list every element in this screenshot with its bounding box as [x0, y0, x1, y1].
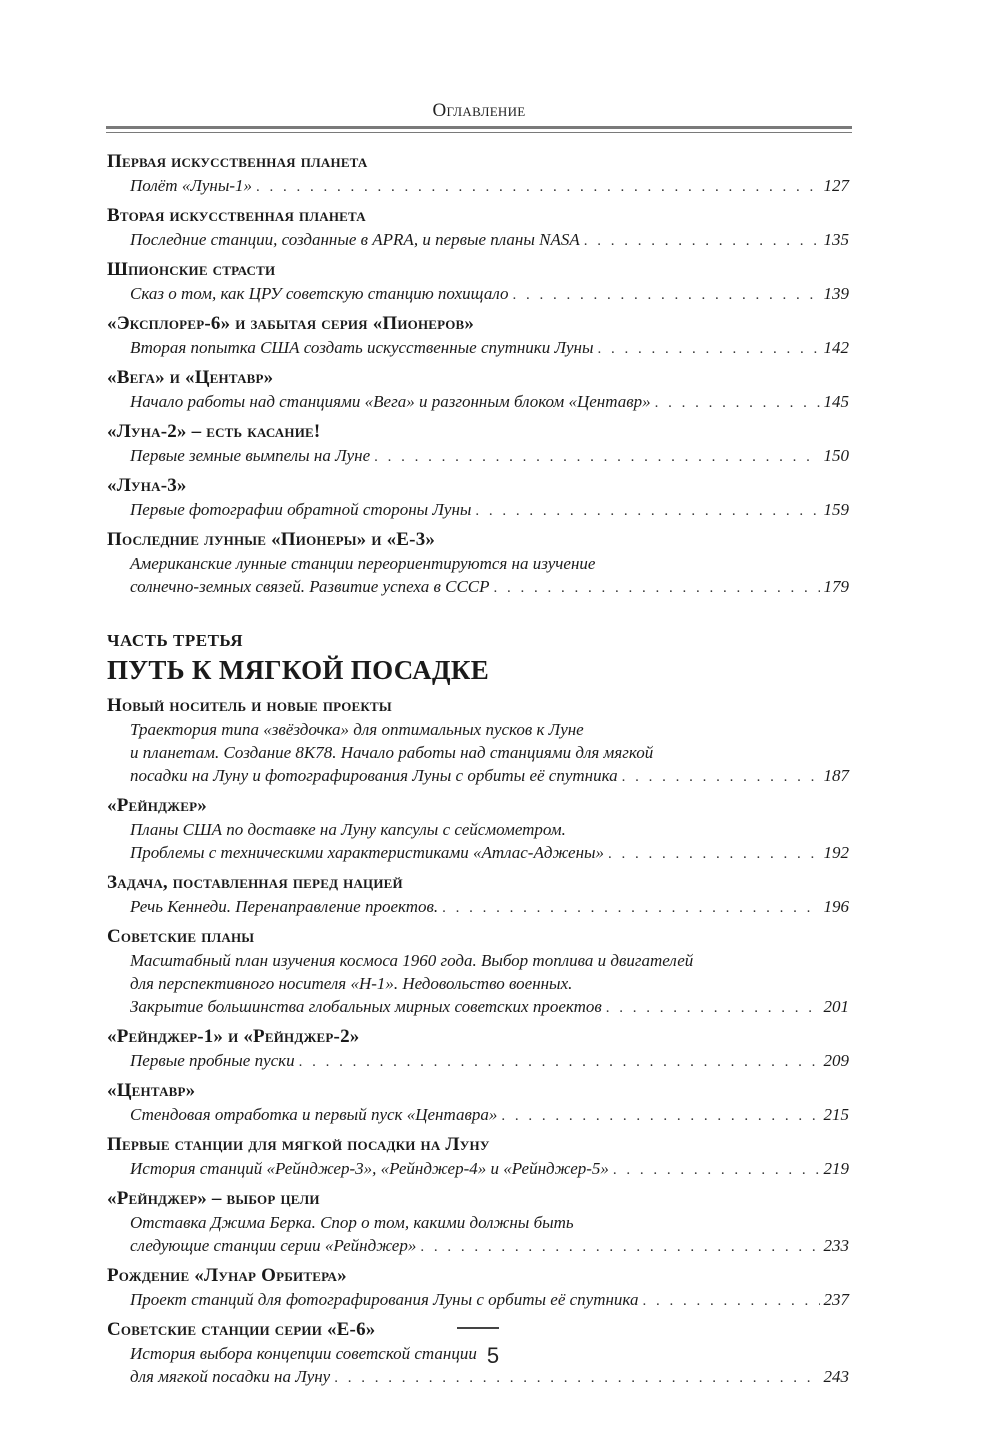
description-line: Отставка Джима Берка. Спор о том, какими должны быть: [130, 1213, 574, 1232]
description-text: История станций «Рейнджер-3», «Рейнджер-4» и «Рейнджер-5»: [130, 1159, 609, 1178]
description-text: солнечно-земных связей. Развитие успеха в СССР: [130, 577, 490, 596]
description-text: Вторая попытка США создать искусственные спутники Луны: [130, 338, 594, 357]
chapter-title: Задача, поставленная перед нацией: [107, 872, 403, 893]
chapter-description: [130, 1288, 849, 1313]
page-number: 5: [486, 1343, 500, 1368]
header-rule: [106, 126, 852, 133]
dot-leader: [256, 176, 819, 199]
chapter-description: [130, 336, 849, 361]
toc-entry[interactable]: [107, 366, 849, 415]
chapter-title: Первая искусственная планета: [107, 151, 368, 172]
description-text: Проект станций для фотографирования Луны с орбиты её спутника: [130, 1290, 639, 1309]
description-last-line: [130, 995, 849, 1020]
toc-entry[interactable]: [107, 925, 849, 1020]
description-last-line: [130, 1049, 849, 1074]
description-last-line: [130, 174, 849, 199]
description-line: Планы США по доставке на Луну капсулы с сейсмометром.: [130, 820, 566, 839]
page-reference[interactable]: 233: [823, 1236, 849, 1255]
chapter-title: Советские станции серии «Е-6»: [107, 1319, 376, 1340]
running-header: Оглавление: [432, 100, 526, 121]
chapter-title: Новый носитель и новые проекты: [107, 695, 392, 716]
chapter-description: [130, 1157, 849, 1182]
page-reference[interactable]: 145: [823, 392, 849, 411]
toc-entry[interactable]: [107, 204, 849, 253]
page-reference[interactable]: 127: [823, 176, 849, 195]
description-text: Первые фотографии обратной стороны Луны: [130, 500, 472, 519]
chapter-title: «Рейнджер»: [107, 795, 207, 816]
chapter-description: [130, 949, 849, 1020]
dot-leader: [622, 766, 820, 789]
chapter-title: «Рейнджер» – выбор цели: [107, 1188, 320, 1209]
dot-leader: [642, 1290, 819, 1313]
dot-leader: [501, 1105, 819, 1128]
part-title: ПУТЬ К МЯГКОЙ ПОСАДКЕ: [107, 655, 490, 685]
dot-leader: [475, 500, 819, 523]
dot-leader: [420, 1236, 819, 1259]
dot-leader: [374, 446, 819, 469]
part-label: ЧАСТЬ ТРЕТЬЯ: [107, 631, 244, 650]
dot-leader: [513, 284, 820, 307]
page-reference[interactable]: 179: [823, 577, 849, 596]
page-reference[interactable]: 219: [823, 1159, 849, 1178]
chapter-title: «Луна-3»: [107, 475, 187, 496]
chapter-title: «Вега» и «Центавр»: [107, 367, 274, 388]
dot-leader: [584, 230, 820, 253]
description-last-line: [130, 282, 849, 307]
description-text: посадки на Луну и фотографирования Луны с орбиты её спутника: [130, 766, 618, 785]
toc-entry[interactable]: [107, 794, 849, 866]
description-last-line: [130, 1234, 849, 1259]
description-text: Проблемы с техническими характеристиками «Атлас-Аджены»: [130, 843, 605, 862]
dot-leader: [334, 1367, 819, 1390]
description-line: и планетам. Создание 8К78. Начало работы над станциями для мягкой: [130, 743, 654, 762]
footer-rule: [457, 1327, 499, 1329]
description-last-line: [130, 1288, 849, 1313]
chapter-title: «Луна-2» – есть касание!: [107, 421, 321, 442]
dot-leader: [608, 843, 819, 866]
description-last-line: [130, 1103, 849, 1128]
toc-entry[interactable]: [107, 150, 849, 199]
description-line: История выбора концепции советской станции: [130, 1344, 477, 1363]
toc-entry[interactable]: [107, 1187, 849, 1259]
page-reference[interactable]: 139: [823, 284, 849, 303]
chapter-description: [130, 498, 849, 523]
description-line: для перспективного носителя «Н-1». Недовольство военных.: [130, 974, 573, 993]
description-text: Речь Кеннеди. Перенаправление проектов.: [130, 897, 439, 916]
description-last-line: [130, 390, 849, 415]
chapter-description: [130, 228, 849, 253]
description-text: Начало работы над станциями «Вега» и разгонным блоком «Центавр»: [130, 392, 651, 411]
chapter-title: Шпионские страсти: [107, 259, 276, 280]
description-last-line: [130, 1157, 849, 1182]
chapter-description: [130, 390, 849, 415]
toc-entry[interactable]: [107, 474, 849, 523]
page-reference[interactable]: 135: [823, 230, 849, 249]
description-last-line: [130, 336, 849, 361]
page-reference[interactable]: 237: [823, 1290, 849, 1309]
description-text: Стендовая отработка и первый пуск «Центавра»: [130, 1105, 498, 1124]
chapter-title: Советские планы: [107, 926, 255, 947]
description-text: следующие станции серии «Рейнджер»: [130, 1236, 417, 1255]
chapter-description: [130, 444, 849, 469]
toc-entry[interactable]: [107, 694, 849, 789]
toc-entry[interactable]: [107, 871, 849, 920]
dot-leader: [494, 577, 820, 600]
description-last-line: [130, 575, 849, 600]
description-last-line: [130, 228, 849, 253]
table-of-contents: [107, 150, 849, 1395]
chapter-description: [130, 718, 849, 789]
page-reference[interactable]: 196: [823, 897, 849, 916]
chapter-description: [130, 1049, 849, 1074]
chapter-title: «Рейнджер-1» и «Рейнджер-2»: [107, 1026, 360, 1047]
chapter-description: [130, 282, 849, 307]
chapter-title: Последние лунные «Пионеры» и «Е-3»: [107, 529, 436, 550]
page-reference[interactable]: 243: [823, 1367, 849, 1386]
description-text: Закрытие большинства глобальных мирных советских проектов: [130, 997, 602, 1016]
page-reference[interactable]: 209: [823, 1051, 849, 1070]
description-line: Американские лунные станции переориентируются на изучение: [130, 554, 596, 573]
chapter-title: Рождение «Лунар Орбитера»: [107, 1265, 347, 1286]
description-last-line: [130, 895, 849, 920]
description-text: Полёт «Луны-1»: [130, 176, 253, 195]
page-reference[interactable]: 150: [823, 446, 849, 465]
toc-entry[interactable]: [107, 258, 849, 307]
description-text: для мягкой посадки на Луну: [130, 1367, 331, 1386]
dot-leader: [442, 897, 819, 920]
description-last-line: [130, 444, 849, 469]
description-line: Траектория типа «звёздочка» для оптимальных пусков к Луне: [130, 720, 584, 739]
description-text: Последние станции, созданные в APRA, и первые планы NASA: [130, 230, 580, 249]
chapter-title: «Центавр»: [107, 1080, 196, 1101]
description-last-line: [130, 841, 849, 866]
chapter-title: Первые станции для мягкой посадки на Луну: [107, 1134, 490, 1155]
chapter-description: [130, 174, 849, 199]
chapter-description: [130, 818, 849, 866]
page-reference[interactable]: 187: [823, 766, 849, 785]
dot-leader: [613, 1159, 820, 1182]
chapter-description: [130, 895, 849, 920]
description-text: Первые земные вымпелы на Луне: [130, 446, 371, 465]
dot-leader: [299, 1051, 820, 1074]
toc-entry[interactable]: [107, 312, 849, 361]
description-last-line: [130, 498, 849, 523]
page-reference[interactable]: 201: [823, 997, 849, 1016]
toc-entry[interactable]: [107, 1264, 849, 1313]
dot-leader: [597, 338, 819, 361]
chapter-description: [130, 552, 849, 600]
chapter-description: [130, 1211, 849, 1259]
toc-entry[interactable]: [107, 528, 849, 600]
toc-entry[interactable]: [107, 420, 849, 469]
description-text: Сказ о том, как ЦРУ советскую станцию похищало: [130, 284, 509, 303]
toc-group-part-three: [107, 694, 849, 1390]
description-last-line: [130, 764, 849, 789]
dot-leader: [655, 392, 820, 415]
toc-group-part-two-tail: [107, 150, 849, 600]
chapter-title: Вторая искусственная планета: [107, 205, 366, 226]
chapter-description: [130, 1103, 849, 1128]
chapter-title: «Эксплорер-6» и забытая серия «Пионеров»: [107, 313, 475, 334]
description-line: Масштабный план изучения космоса 1960 года. Выбор топлива и двигателей: [130, 951, 694, 970]
description-text: Первые пробные пуски: [130, 1051, 295, 1070]
toc-entry[interactable]: [107, 1133, 849, 1182]
toc-entry[interactable]: [107, 1079, 849, 1128]
page-reference[interactable]: 142: [823, 338, 849, 357]
dot-leader: [606, 997, 820, 1020]
page-reference[interactable]: 192: [823, 843, 849, 862]
page-reference[interactable]: 159: [823, 500, 849, 519]
toc-entry[interactable]: [107, 1025, 849, 1074]
page-reference[interactable]: 215: [823, 1105, 849, 1124]
